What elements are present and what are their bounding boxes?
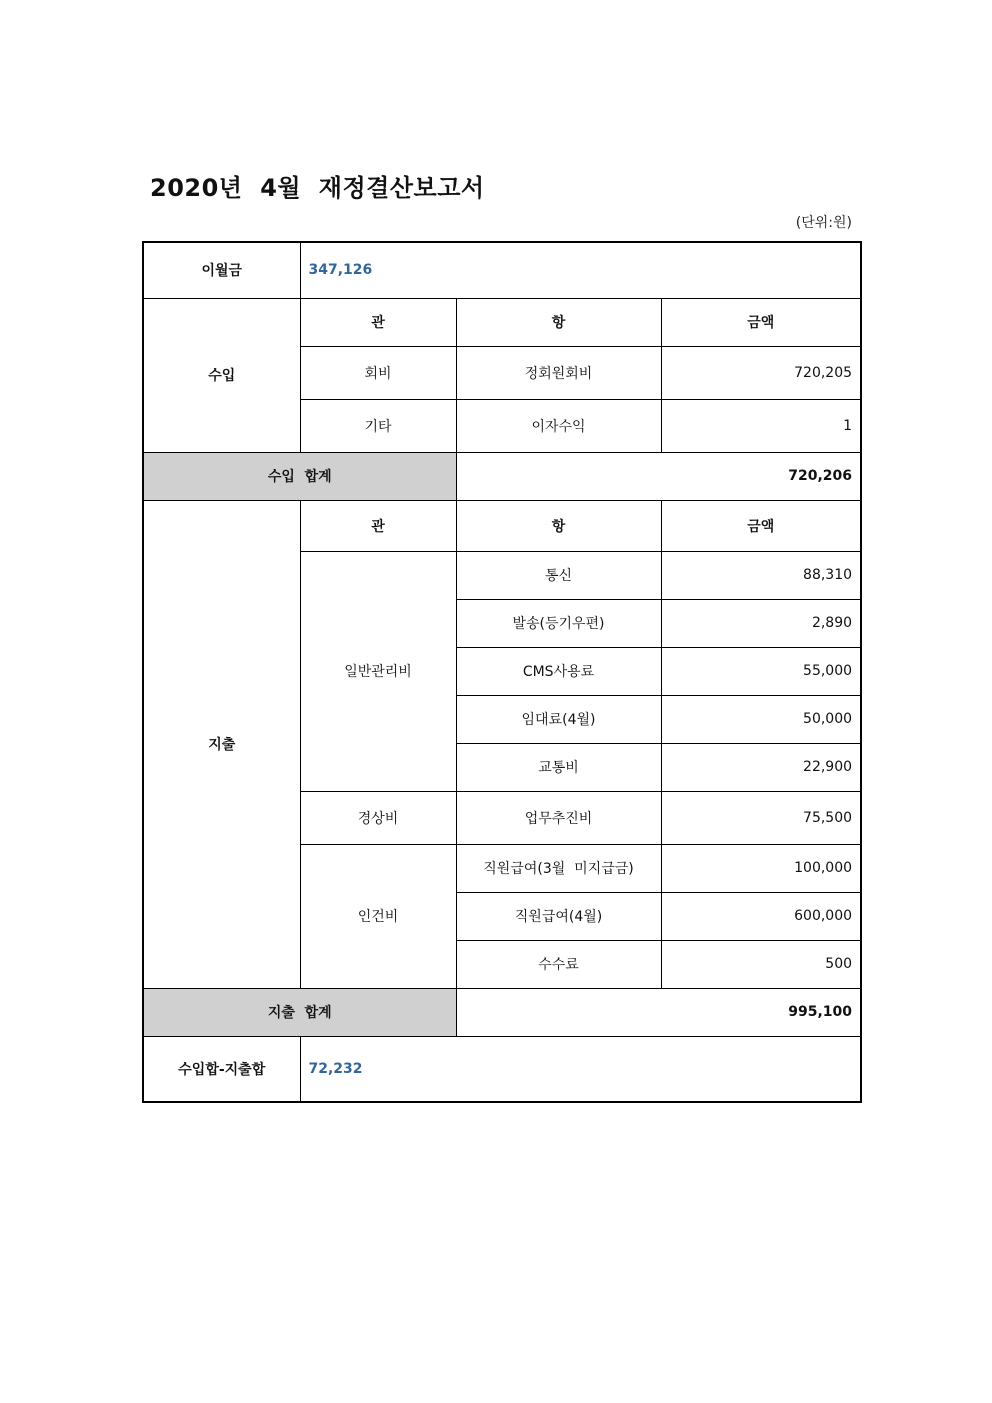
income-gwan: 기타 xyxy=(300,399,456,452)
expense-total-label: 지출 합계 xyxy=(143,988,456,1036)
income-amount: 1 xyxy=(661,399,861,452)
expense-hang: 임대료(4월) xyxy=(456,695,661,743)
expense-amount: 22,900 xyxy=(661,743,861,791)
expense-header-hang: 항 xyxy=(456,500,661,551)
income-total-value: 720,206 xyxy=(456,452,861,500)
income-total-row xyxy=(143,452,861,500)
financial-report-table xyxy=(142,241,862,1103)
expense-hang: 업무추진비 xyxy=(456,791,661,844)
expense-amount: 600,000 xyxy=(661,892,861,940)
expense-gwan: 인건비 xyxy=(300,844,456,988)
expense-label: 지출 xyxy=(143,500,300,988)
balance-label: 수입합-지출합 xyxy=(143,1036,300,1102)
expense-amount: 2,890 xyxy=(661,599,861,647)
income-hang: 이자수익 xyxy=(456,399,661,452)
expense-header-gwan: 관 xyxy=(300,500,456,551)
expense-amount: 75,500 xyxy=(661,791,861,844)
document-title: 2020년 4월 재정결산보고서 xyxy=(150,174,485,202)
expense-amount: 100,000 xyxy=(661,844,861,892)
expense-header-amount: 금액 xyxy=(661,500,861,551)
expense-gwan: 경상비 xyxy=(300,791,456,844)
income-label: 수입 xyxy=(143,298,300,452)
expense-hang: 통신 xyxy=(456,551,661,599)
unit-note: (단위:원) xyxy=(795,215,852,231)
income-header-amount: 금액 xyxy=(661,298,861,346)
income-amount: 720,205 xyxy=(661,346,861,399)
income-header-row xyxy=(143,298,861,346)
expense-total-value: 995,100 xyxy=(456,988,861,1036)
expense-hang: 직원급여(4월) xyxy=(456,892,661,940)
carryover-value: 347,126 xyxy=(300,242,861,298)
expense-amount: 88,310 xyxy=(661,551,861,599)
expense-hang: CMS사용료 xyxy=(456,647,661,695)
expense-hang: 직원급여(3월 미지급금) xyxy=(456,844,661,892)
expense-hang: 교통비 xyxy=(456,743,661,791)
income-hang: 정회원회비 xyxy=(456,346,661,399)
expense-amount: 55,000 xyxy=(661,647,861,695)
expense-gwan: 일반관리비 xyxy=(300,551,456,791)
income-gwan: 회비 xyxy=(300,346,456,399)
expense-amount: 500 xyxy=(661,940,861,988)
expense-hang: 발송(등기우편) xyxy=(456,599,661,647)
balance-value: 72,232 xyxy=(300,1036,861,1102)
income-header-gwan: 관 xyxy=(300,298,456,346)
expense-header-row xyxy=(143,500,861,551)
expense-total-row xyxy=(143,988,861,1036)
income-total-label: 수입 합계 xyxy=(143,452,456,500)
income-header-hang: 항 xyxy=(456,298,661,346)
balance-row xyxy=(143,1036,861,1102)
expense-amount: 50,000 xyxy=(661,695,861,743)
carryover-label: 이월금 xyxy=(143,242,300,298)
carryover-row xyxy=(143,242,861,298)
expense-hang: 수수료 xyxy=(456,940,661,988)
